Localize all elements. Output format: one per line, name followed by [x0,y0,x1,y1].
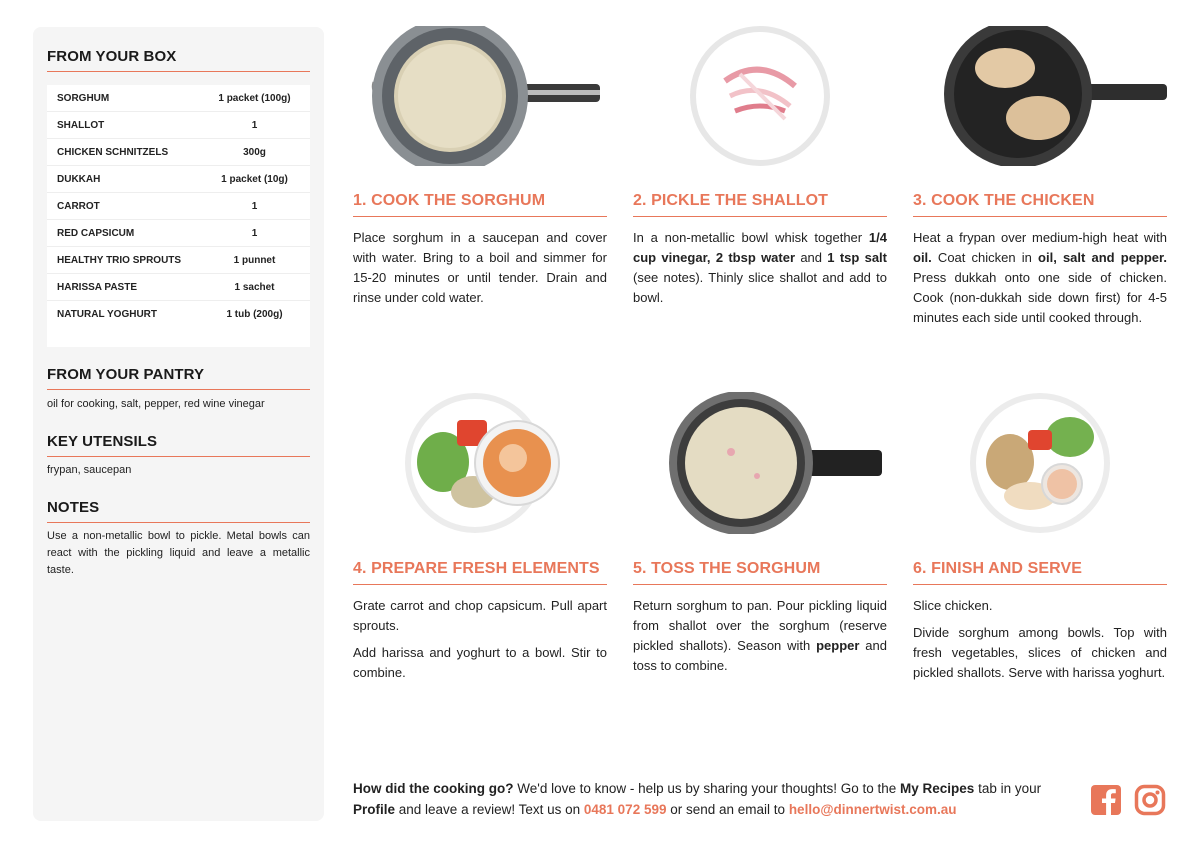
step-2-body [633,228,887,315]
list-item [47,85,310,112]
sidebar [33,27,324,821]
list-item [47,139,310,166]
step-4-body [353,596,607,690]
from-your-pantry-heading: FROM YOUR PANTRY [47,366,310,390]
list-item [47,193,310,220]
utensils-text: frypan, saucepan [47,464,132,476]
profile-link[interactable]: Profile [353,802,396,817]
ingredient-list [47,85,310,347]
ingredient-qty: 1 packet (10g) [221,173,288,185]
fresh-elements-plate-photo [353,393,607,533]
my-recipes-link[interactable]: My Recipes [900,781,975,796]
feedback-footer: How did the cooking go? We'd love to know - help us by sharing your thoughts! Go to the My Recipes tab in your Profile and leave a review! Text us on 0481 072 599 or send an email to hello@dinnertwist.com.au [353,781,1042,817]
instagram-icon[interactable] [1134,784,1166,816]
ingredient-qty: 1 tub (200g) [226,308,283,320]
email-link[interactable]: hello@dinnertwist.com.au [788,802,957,817]
facebook-icon[interactable] [1090,784,1122,816]
notes-heading: NOTES [47,499,310,523]
step-6-title: 6. FINISH AND SERVE [913,560,1167,585]
feedback-question: How did the cooking go? [353,781,514,796]
step-5-paragraph: Return sorghum to pan. Pour pickling liquid from shallot over the sorghum (reserve pickled shallots). Season with pepper and toss to combine. [633,598,887,673]
step-2-title: 2. PICKLE THE SHALLOT [633,192,887,217]
sorghum-strainer-photo [353,26,607,166]
ingredient-qty: 300g [243,146,266,158]
ingredient-name: CARROT [57,200,100,212]
ingredient-name: HEALTHY TRIO SPROUTS [57,254,182,266]
notes-text: Use a non-metallic bowl to pickle. Metal bowls can react with the pickling liquid and leave a metallic taste. [47,530,310,576]
step-3-body [913,228,1167,335]
sorghum-pan-photo [633,393,887,533]
ingredient-name: CHICKEN SCHNITZELS [57,146,169,158]
step-1-paragraph: Place sorghum in a saucepan and cover with water. Bring to a boil and simmer for 15-20 minutes or until tender. Drain and rinse under cold water. [353,230,607,305]
key-utensils-heading: KEY UTENSILS [47,433,310,457]
step-1-title: 1. COOK THE SORGHUM [353,192,607,217]
step-6-paragraph: Divide sorghum among bowls. Top with fresh vegetables, slices of chicken and pickled shallots. Serve with harissa yoghurt. [913,625,1167,680]
step-5-title: 5. TOSS THE SORGHUM [633,560,887,585]
shallot-bowl-photo [633,26,887,166]
step-2-paragraph: In a non-metallic bowl whisk together 1/4 cup vinegar, 2 tbsp water and 1 tsp salt (see notes). Thinly slice shallot and add to bowl. [633,230,887,305]
step-6-paragraph: Slice chicken. [913,598,993,613]
step-5-body [633,596,887,683]
ingredient-qty: 1 sachet [234,281,275,293]
ingredient-name: SORGHUM [57,92,110,104]
step-3-title: 3. COOK THE CHICKEN [913,192,1167,217]
from-your-box-heading: FROM YOUR BOX [47,48,310,72]
step-4-paragraph: Add harissa and yoghurt to a bowl. Stir to combine. [353,645,607,680]
step-3-paragraph: Heat a frypan over medium-high heat with oil. Coat chicken in oil, salt and pepper. Press dukkah onto one side of chicken. Cook (non-dukkah side down first) for 4-5 minutes each side until cooked through. [913,230,1167,325]
ingredient-qty: 1 packet (100g) [218,92,291,104]
ingredient-qty: 1 [251,227,258,239]
ingredient-name: DUKKAH [57,173,101,185]
step-4-paragraph: Grate carrot and chop capsicum. Pull apart sprouts. [353,598,607,633]
ingredient-qty: 1 [251,119,258,131]
step-4-title: 4. PREPARE FRESH ELEMENTS [353,560,607,585]
list-item [47,220,310,247]
ingredient-qty: 1 punnet [233,254,276,266]
ingredient-name: NATURAL YOGHURT [57,308,157,320]
list-item [47,274,310,301]
ingredient-name: SHALLOT [57,119,105,131]
list-item [47,166,310,193]
step-6-body [913,596,1167,690]
step-1-body [353,228,607,315]
list-item [47,112,310,139]
ingredient-name: HARISSA PASTE [57,281,138,293]
ingredient-name: RED CAPSICUM [57,227,135,239]
phone-link[interactable]: 0481 072 599 [583,802,667,817]
list-item [47,247,310,274]
list-item [47,301,310,327]
ingredient-qty: 1 [251,200,258,212]
finished-bowl-photo [913,393,1167,533]
chicken-frypan-photo [913,26,1167,166]
pantry-text: oil for cooking, salt, pepper, red wine vinegar [47,398,265,410]
